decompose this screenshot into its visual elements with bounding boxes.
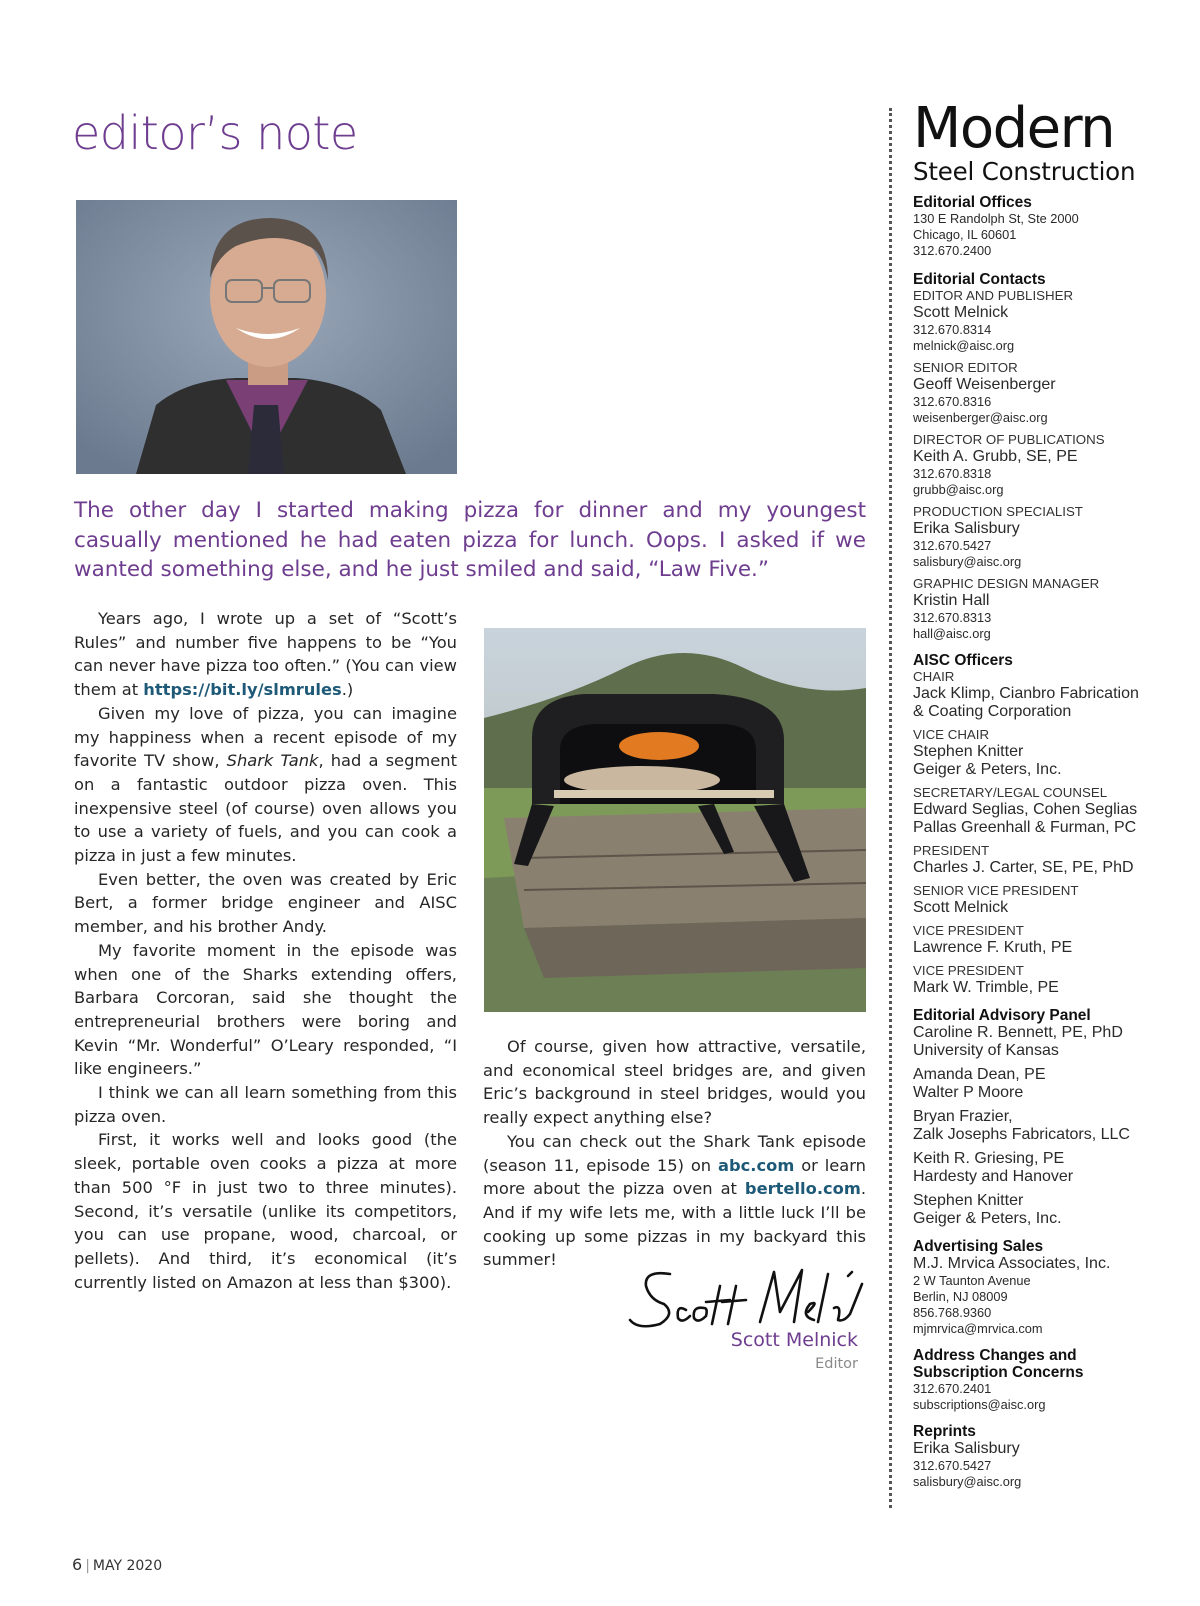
section-heading: Subscription Concerns xyxy=(913,1364,1084,1381)
pizza-oven-photo xyxy=(484,628,866,1012)
contact-role: GRAPHIC DESIGN MANAGER xyxy=(913,576,1100,591)
section-heading: Advertising Sales xyxy=(913,1238,1044,1255)
paragraph: I think we can all learn something from this pizza oven. xyxy=(74,1083,457,1126)
phone-number: 312.670.2400 xyxy=(913,243,992,258)
scotts-rules-link[interactable]: https://bit.ly/slmrules xyxy=(143,680,342,700)
panel-member-name: Bryan Frazier, xyxy=(913,1108,1013,1125)
contact-email[interactable]: hall@aisc.org xyxy=(913,626,991,641)
footer-separator: | xyxy=(85,1558,90,1574)
contact-name: Kristin Hall xyxy=(913,592,990,609)
paragraph xyxy=(74,702,457,868)
page-number: 6 xyxy=(72,1555,83,1574)
magazine-logo-modern: Modern xyxy=(913,96,1115,161)
issue-date: MAY 2020 xyxy=(92,1558,163,1574)
address-line: Berlin, NJ 08009 xyxy=(913,1289,1008,1304)
email-address[interactable]: salisbury@aisc.org xyxy=(913,1474,1022,1489)
bertello-link[interactable]: bertello.com xyxy=(744,1179,861,1199)
officer-name: Lawrence F. Kruth, PE xyxy=(913,939,1073,956)
officer-role: VICE PRESIDENT xyxy=(913,963,1024,978)
address-line: 2 W Taunton Avenue xyxy=(913,1273,1031,1288)
contact-name: Geoff Weisenberger xyxy=(913,376,1056,393)
paragraph xyxy=(483,1130,866,1272)
ads-company: M.J. Mrvica Associates, Inc. xyxy=(913,1255,1111,1272)
dotted-divider xyxy=(889,108,892,1508)
panel-member-affiliation: Zalk Josephs Fabricators, LLC xyxy=(913,1126,1130,1143)
contact-role: PRODUCTION SPECIALIST xyxy=(913,504,1083,519)
email-address[interactable]: mjmrvica@mrvica.com xyxy=(913,1321,1043,1336)
section-heading: Editorial Offices xyxy=(913,194,1032,211)
text-run: You can check out the Shark Tank episode (season 11, episode 15) on xyxy=(483,1131,866,1175)
magazine-logo-steel-construction: Steel Construction xyxy=(913,157,1136,186)
contact-email[interactable]: melnick@aisc.org xyxy=(913,338,1015,353)
page-footer xyxy=(72,1555,162,1574)
contact-role: DIRECTOR OF PUBLICATIONS xyxy=(913,432,1105,447)
panel-member-name: Stephen Knitter xyxy=(913,1192,1024,1209)
editor-portrait-photo xyxy=(76,200,457,474)
officer-affiliation: Geiger & Peters, Inc. xyxy=(913,761,1062,778)
paragraph: First, it works well and looks good (the sleek, portable oven cooks a pizza at more than 500 °F in just two to three minutes). Second, it’s versatile (unlike its competitors, you can use propane, wood, charcoal, or pellets). And third, it’s economical (it’s currently listed on Amazon at less than $300). xyxy=(74,1130,457,1292)
officer-role: SENIOR VICE PRESIDENT xyxy=(913,883,1079,898)
signature-name: Scott Melnick xyxy=(730,1329,858,1351)
contact-email[interactable]: salisbury@aisc.org xyxy=(913,554,1022,569)
contact-name: Scott Melnick xyxy=(913,304,1009,321)
contact-role: SENIOR EDITOR xyxy=(913,360,1018,375)
paragraph: My favorite moment in the episode was when one of the Sharks extending offers, Barbara Corcoran, said she thought the entrepreneurial brothers were boring and Kevin “Mr. Wonderful” O’Leary responded, “I like engineers.” xyxy=(74,940,457,1079)
section-heading: Address Changes and xyxy=(913,1347,1077,1364)
contact-name: Erika Salisbury xyxy=(913,520,1020,537)
contact-email[interactable]: weisenberger@aisc.org xyxy=(913,410,1048,425)
intro-pull-quote: The other day I started making pizza for dinner and my youngest casually mentioned he had eaten pizza for lunch. Oops. I asked if we wanted something else, and he just smiled and said, “Law Five.” xyxy=(74,498,866,582)
reprints-contact-name: Erika Salisbury xyxy=(913,1440,1020,1457)
panel-member-name: Keith R. Griesing, PE xyxy=(913,1150,1065,1167)
panel-member-name: Amanda Dean, PE xyxy=(913,1066,1046,1083)
contact-email[interactable]: grubb@aisc.org xyxy=(913,482,1004,497)
officer-role: PRESIDENT xyxy=(913,843,990,858)
contact-phone: 312.670.8316 xyxy=(913,394,992,409)
panel-member-affiliation: Geiger & Peters, Inc. xyxy=(913,1210,1062,1227)
address-line: Chicago, IL 60601 xyxy=(913,227,1017,242)
contact-name: Keith A. Grubb, SE, PE xyxy=(913,448,1078,465)
paragraph: Even better, the oven was created by Eric Bert, a former bridge engineer and AISC member, and his brother Andy. xyxy=(74,869,457,937)
text-run: , had a segment on a fantastic outdoor pizza oven. This inexpensive steel (of course) oven allows you to use a variety of fuels, and you can cook a pizza in just a few minutes. xyxy=(74,751,457,866)
contact-phone: 312.670.5427 xyxy=(913,538,992,553)
officer-role: VICE PRESIDENT xyxy=(913,923,1024,938)
text-run: . And if my wife lets me, with a little luck I’ll be cooking up some pizzas in my backyard this summer! xyxy=(483,1179,866,1270)
paragraph: Of course, given how attractive, versatile, and economical steel bridges are, and given Eric’s background in steel bridges, would you really expect anything else? xyxy=(483,1037,866,1128)
text-run: Given my love of pizza, you can imagine my happiness when a recent episode of my favorite TV show, xyxy=(74,703,457,771)
officer-role: CHAIR xyxy=(913,669,955,684)
paragraph xyxy=(74,607,457,702)
panel-member-affiliation: University of Kansas xyxy=(913,1042,1059,1059)
section-heading: AISC Officers xyxy=(913,652,1013,669)
contact-role: EDITOR AND PUBLISHER xyxy=(913,288,1074,303)
handwritten-signature xyxy=(624,1264,864,1336)
officer-role: SECRETARY/LEGAL COUNSEL xyxy=(913,785,1108,800)
masthead-sidebar xyxy=(913,96,1175,1490)
panel-member-name: Caroline R. Bennett, PE, PhD xyxy=(913,1024,1123,1041)
phone-number: 312.670.5427 xyxy=(913,1458,992,1473)
contact-phone: 312.670.8313 xyxy=(913,610,992,625)
officer-affiliation: & Coating Corporation xyxy=(913,703,1072,720)
section-heading: Reprints xyxy=(913,1423,976,1440)
signature-role: Editor xyxy=(815,1356,858,1372)
phone-number: 312.670.2401 xyxy=(913,1381,992,1396)
abc-link[interactable]: abc.com xyxy=(718,1155,795,1175)
section-heading: Editorial Contacts xyxy=(913,271,1046,288)
article-column-left xyxy=(74,607,457,1294)
contact-phone: 312.670.8318 xyxy=(913,466,992,481)
section-heading: Editorial Advisory Panel xyxy=(913,1007,1091,1024)
officer-affiliation: Pallas Greenhall & Furman, PC xyxy=(913,819,1137,836)
contact-phone: 312.670.8314 xyxy=(913,322,992,337)
phone-number: 856.768.9360 xyxy=(913,1305,992,1320)
page-title: editor’s note xyxy=(72,106,358,160)
panel-member-affiliation: Walter P Moore xyxy=(913,1084,1024,1101)
article-column-middle xyxy=(483,1035,866,1272)
officer-role: VICE CHAIR xyxy=(913,727,990,742)
officer-name: Edward Seglias, Cohen Seglias xyxy=(913,801,1138,818)
officer-name: Charles J. Carter, SE, PE, PhD xyxy=(913,859,1134,876)
text-run: or learn more about the pizza oven at xyxy=(483,1155,866,1199)
text-run: .) xyxy=(341,680,354,700)
officer-name: Mark W. Trimble, PE xyxy=(913,979,1059,996)
address-line: 130 E Randolph St, Ste 2000 xyxy=(913,211,1079,226)
officer-name: Jack Klimp, Cianbro Fabrication xyxy=(913,685,1139,702)
officer-name: Scott Melnick xyxy=(913,899,1009,916)
panel-member-affiliation: Hardesty and Hanover xyxy=(913,1168,1074,1185)
show-title: Shark Tank xyxy=(226,751,319,771)
officer-name: Stephen Knitter xyxy=(913,743,1024,760)
email-address[interactable]: subscriptions@aisc.org xyxy=(913,1397,1046,1412)
text-run: Years ago, I wrote up a set of “Scott’s Rules” and number five happens to be “You can never have pizza too often.” (You can view them at xyxy=(74,609,457,700)
